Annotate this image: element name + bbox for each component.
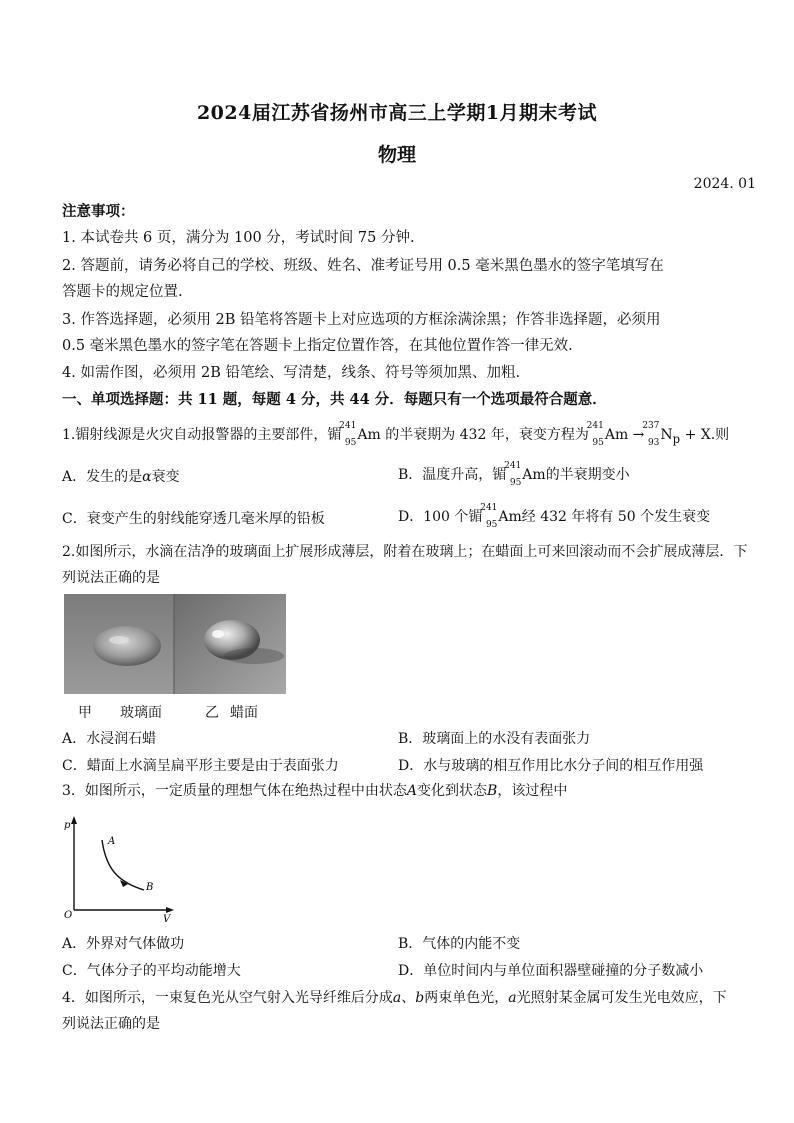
notice-item-3: 3. 作答选择题，必须用 2B 铅笔将答题卡上对应选项的方框涂满涂黑；作答非选择题，必须用 xyxy=(62,312,661,328)
glass-drop xyxy=(93,626,161,666)
q3-option-d[interactable]: D．单位时间内与单位面积器壁碰撞的分子数减小 xyxy=(398,963,704,979)
question-3-stem: 3．如图所示，一定质量的理想气体在绝热过程中由状态A变化到状态B，该过程中 xyxy=(62,783,568,799)
q2-option-c[interactable]: C．蜡面上水滴呈扁平形主要是由于表面张力 xyxy=(62,758,339,774)
q2-option-d[interactable]: D．水与玻璃的相互作用比水分子间的相互作用强 xyxy=(398,758,704,774)
question-4-stem: 4．如图所示，一束复色光从空气射入光导纤维后分成a、b两束单色光，a光照射某金属可发生光电效应，下 xyxy=(62,990,727,1006)
q1-option-d[interactable]: D．100 个镅 241 95 Am经 432 年将有 50 个发生衰变 xyxy=(398,503,711,530)
am-symbol: Am xyxy=(357,427,381,443)
q1-text-1: 1.镅射线源是火灾自动报警器的主要部件，镅 xyxy=(62,427,342,443)
notice-item-2: 2. 答题前，请务必将自己的学校、班级、姓名、准考证号用 0.5 毫米黑色墨水的签字笔填写在 xyxy=(62,258,664,274)
state-a-label: A xyxy=(108,836,116,847)
water-drop-photo xyxy=(64,594,286,694)
question-2-stem-cont: 列说法正确的是 xyxy=(62,570,160,586)
np-symbol: N xyxy=(660,427,673,443)
q1-text-2: 的半衰期为 432 年，衰变方程为 xyxy=(385,427,589,443)
am241-isotope: 241 95 xyxy=(339,421,357,448)
q2-option-a[interactable]: A．水浸润石蜡 xyxy=(62,731,157,747)
q3-option-b[interactable]: B．气体的内能不变 xyxy=(398,936,521,952)
v-label: V xyxy=(163,914,171,924)
q1-option-c[interactable]: C．衰变产生的射线能穿透几毫米厚的铅板 xyxy=(62,511,325,527)
origin-label: O xyxy=(64,910,73,921)
notice-item-1: 1. 本试卷共 6 页，满分为 100 分，考试时间 75 分钟. xyxy=(62,230,415,246)
q2-option-b[interactable]: B．玻璃面上的水没有表面张力 xyxy=(398,731,591,747)
pv-diagram xyxy=(62,814,182,924)
section-heading: 一、单项选择题：共 11 题，每题 4 分，共 44 分．每题只有一个选项最符合题意． xyxy=(62,391,607,408)
p-axis-arrow-icon xyxy=(71,816,77,824)
q3-option-c[interactable]: C．气体分子的平均动能增大 xyxy=(62,963,241,979)
exam-title: 2024届江苏省扬州市高三上学期1月期末考试 xyxy=(196,102,598,124)
q3-option-a[interactable]: A．外界对气体做功 xyxy=(62,936,185,952)
arrow-icon: → xyxy=(628,427,645,443)
q1-option-a[interactable]: A．发生的是α衰变 xyxy=(62,469,180,485)
caption-wax: 蜡面 xyxy=(230,705,258,721)
caption-jia: 甲 xyxy=(78,705,92,721)
v-axis-arrow-icon xyxy=(166,907,174,913)
notice-heading: 注意事项： xyxy=(62,203,135,220)
state-b-label: B xyxy=(146,882,154,893)
p-label: p xyxy=(64,820,71,831)
exam-date: 2024. 01 xyxy=(693,176,756,192)
subject-title: 物理 xyxy=(377,144,416,166)
question-4-stem-cont: 列说法正确的是 xyxy=(62,1016,160,1032)
q1-option-b[interactable]: B．温度升高，镅 241 95 Am的半衰期变小 xyxy=(398,461,630,488)
notice-item-4: 4. 如需作图，必须用 2B 铅笔绘、写清楚，线条、符号等须加黑、加粗. xyxy=(62,365,521,381)
caption-yi: 乙 xyxy=(205,705,219,721)
notice-item-2-cont: 答题卡的规定位置. xyxy=(62,284,183,300)
question-1-stem: 1.镅射线源是火灾自动报警器的主要部件，镅 241 95 Am 的半衰期为 432 年，衰变方程为 241 95 Am → 237 93 $N_p + X$.则 xyxy=(62,421,730,448)
notice-item-3-cont: 0.5 毫米黑色墨水的签字笔在答题卡上指定位置作答，在其他位置作答一律无效. xyxy=(62,338,573,354)
caption-glass: 玻璃面 xyxy=(120,705,162,721)
question-2-stem: 2.如图所示，水滴在洁净的玻璃面上扩展形成薄层，附着在玻璃上；在蜡面上可来回滚动而不会扩展成薄层．下 xyxy=(62,544,748,560)
np237-isotope: 237 93 xyxy=(642,421,660,448)
